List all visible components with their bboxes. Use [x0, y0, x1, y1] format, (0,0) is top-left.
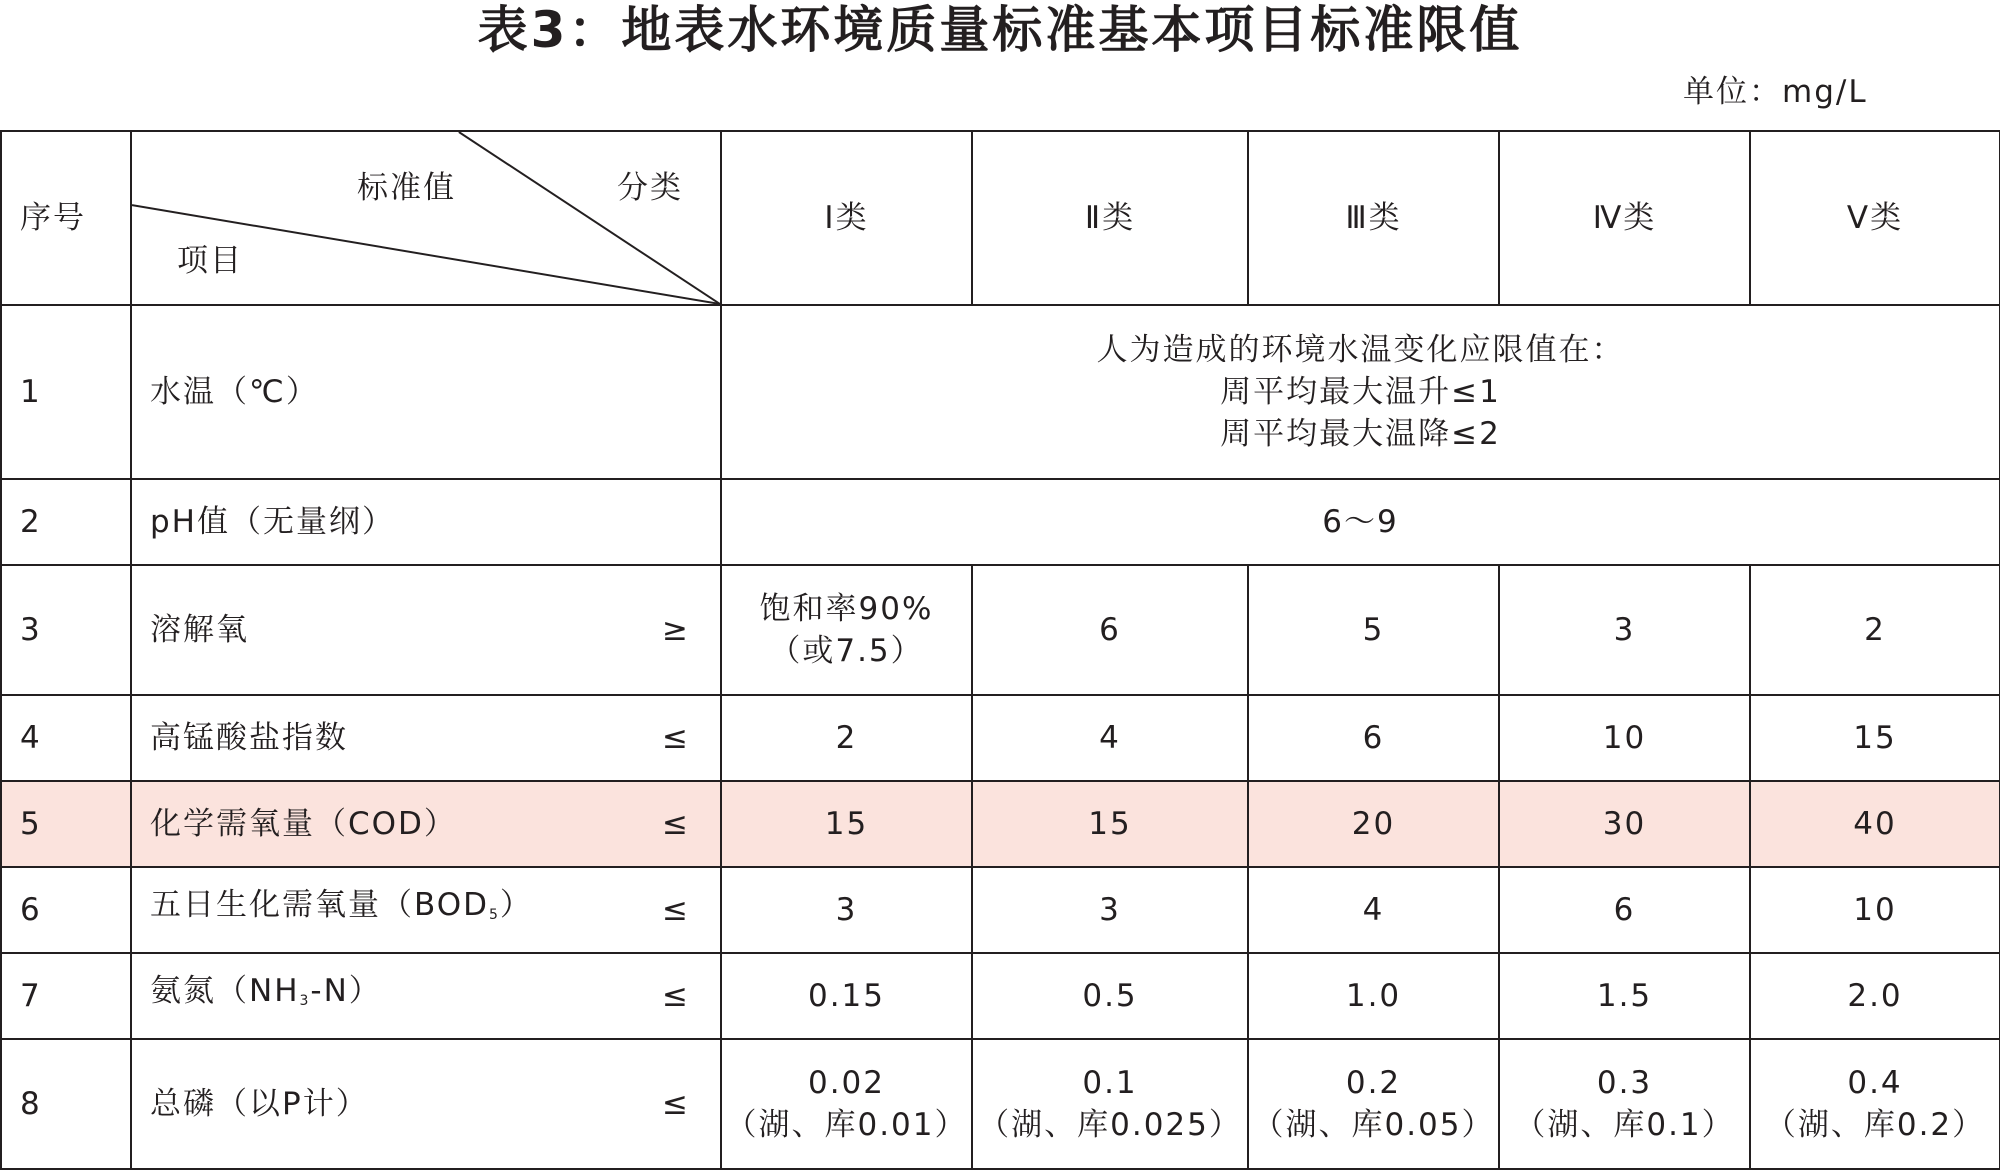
header-category: 分类: [617, 170, 683, 206]
item-name: [131, 953, 721, 1039]
value-cell: 30: [1499, 781, 1750, 867]
item-label-suffix: -N）: [310, 973, 382, 1009]
water-quality-standards-table: [0, 130, 2000, 1170]
row-number: 4: [1, 695, 131, 781]
value-cell: 5: [1248, 565, 1499, 695]
value-cell: 15: [721, 781, 972, 867]
value-cell: [721, 565, 972, 695]
value-cell: 3: [1499, 565, 1750, 695]
item-label: 总磷（以P计）: [150, 1086, 369, 1122]
item-name: pH值（无量纲）: [131, 479, 721, 565]
row-number: 1: [1, 305, 131, 479]
value-cell: 10: [1499, 695, 1750, 781]
item-name: [131, 781, 721, 867]
value-line: 饱和率90%: [759, 591, 934, 627]
value-line: 0.3: [1596, 1065, 1653, 1101]
value-cell: 15: [1750, 695, 2000, 781]
merged-line: 周平均最大温升≤1: [1220, 374, 1501, 410]
value-line: （湖、库0.01）: [725, 1107, 968, 1143]
value-cell: 6: [1248, 695, 1499, 781]
value-cell: [1499, 1039, 1750, 1169]
value-line: （湖、库0.2）: [1764, 1107, 1986, 1143]
header-item: 项目: [177, 243, 243, 279]
header-class-4: Ⅳ类: [1499, 131, 1750, 305]
value-cell: 40: [1750, 781, 2000, 867]
table-row: [1, 1039, 2000, 1169]
row-number: 7: [1, 953, 131, 1039]
value-cell: 6: [1499, 867, 1750, 953]
value-line: （湖、库0.025）: [978, 1107, 1242, 1143]
value-cell: 4: [1248, 867, 1499, 953]
value-cell: 6: [972, 565, 1248, 695]
table-row: [1, 695, 2000, 781]
header-std-value: 标准值: [357, 170, 456, 206]
value-cell: 0.5: [972, 953, 1248, 1039]
item-label-suffix: ）: [499, 887, 533, 923]
value-line: （湖、库0.1）: [1514, 1107, 1735, 1143]
comparison-symbol: ≥: [662, 612, 690, 648]
comparison-symbol: ≤: [662, 720, 690, 756]
value-cell: 2: [721, 695, 972, 781]
row-number: 8: [1, 1039, 131, 1169]
item-label-subscript: 5: [489, 907, 500, 923]
item-label-subscript: 3: [299, 993, 311, 1009]
row-number: 5: [1, 781, 131, 867]
table-row: [1, 479, 2000, 565]
table-title: 表3：地表水环境质量标准基本项目标准限值: [477, 1, 1523, 59]
value-line: （或7.5）: [769, 633, 924, 669]
table-row: [1, 565, 2000, 695]
item-label-prefix: 五日生化需氧量（BOD: [150, 887, 489, 923]
value-line: 0.02: [807, 1065, 886, 1101]
item-label: 溶解氧: [150, 612, 249, 648]
header-diagonal-cell: [131, 131, 721, 305]
value-cell: [1750, 1039, 2000, 1169]
row-number: 2: [1, 479, 131, 565]
header-class-5: Ⅴ类: [1750, 131, 2000, 305]
value-line: 0.4: [1847, 1065, 1903, 1101]
value-line: 0.2: [1345, 1065, 1402, 1101]
value-cell: 1.5: [1499, 953, 1750, 1039]
value-cell: 4: [972, 695, 1248, 781]
value-cell: 1.0: [1248, 953, 1499, 1039]
value-cell: 0.15: [721, 953, 972, 1039]
merged-line: 人为造成的环境水温变化应限值在：: [1096, 332, 1625, 368]
table-row: [1, 867, 2000, 953]
comparison-symbol: ≤: [662, 978, 690, 1014]
comparison-symbol: ≤: [662, 1086, 690, 1122]
item-name: [131, 695, 721, 781]
item-label: [150, 887, 533, 923]
table-row: [1, 953, 2000, 1039]
header-seq: 序号: [1, 131, 131, 305]
value-cell: 2: [1750, 565, 2000, 695]
merged-value: [721, 479, 2000, 565]
value-cell: [972, 1039, 1248, 1169]
item-label-prefix: 氨氮（NH: [150, 973, 300, 1009]
row-number: 3: [1, 565, 131, 695]
value-cell: [721, 1039, 972, 1169]
value-line: （湖、库0.05）: [1252, 1107, 1495, 1143]
merged-line: 周平均最大温降≤2: [1220, 416, 1501, 452]
value-cell: 2.0: [1750, 953, 2000, 1039]
header-class-2: Ⅱ类: [972, 131, 1248, 305]
header-row: [1, 131, 2000, 305]
item-label: [150, 973, 382, 1009]
value-cell: 10: [1750, 867, 2000, 953]
item-label: 化学需氧量（COD）: [150, 806, 457, 842]
item-name: [131, 867, 721, 953]
row-number: 6: [1, 867, 131, 953]
value-cell: 20: [1248, 781, 1499, 867]
merged-value: [721, 305, 2000, 479]
value-cell: 3: [721, 867, 972, 953]
value-line: 0.1: [1082, 1065, 1138, 1101]
item-label: 高锰酸盐指数: [150, 720, 348, 756]
comparison-symbol: ≤: [662, 892, 690, 928]
header-class-1: Ⅰ类: [721, 131, 972, 305]
header-class-3: Ⅲ类: [1248, 131, 1499, 305]
table-row: [1, 305, 2000, 479]
value-cell: 3: [972, 867, 1248, 953]
merged-line: 6～9: [1322, 504, 1399, 540]
item-name: [131, 565, 721, 695]
item-name: 水温（℃）: [131, 305, 721, 479]
value-cell: [1248, 1039, 1499, 1169]
comparison-symbol: ≤: [662, 806, 690, 842]
item-name: [131, 1039, 721, 1169]
value-cell: 15: [972, 781, 1248, 867]
unit-label: 单位：mg/L: [1683, 74, 1868, 110]
table-row-highlighted: [1, 781, 2000, 867]
